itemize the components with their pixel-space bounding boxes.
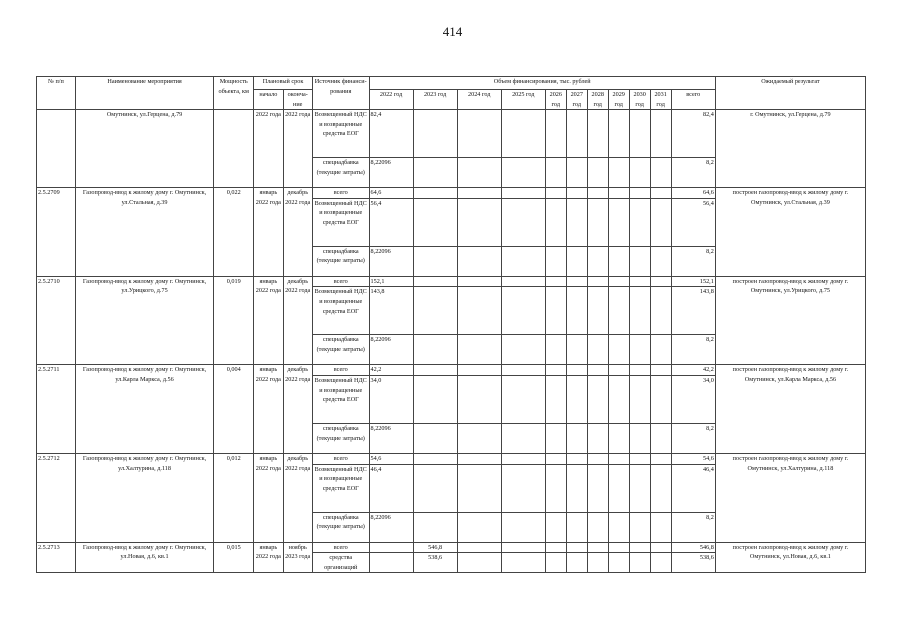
cell-year-value: [566, 110, 587, 158]
cell-year-value: [545, 246, 566, 276]
header-year: всего: [671, 90, 715, 110]
cell-year-value: [545, 158, 566, 188]
cell-year-value: [650, 512, 671, 542]
cell-year-value: [566, 276, 587, 287]
cell-total: 143,8: [671, 287, 715, 335]
cell-year-value: [545, 110, 566, 158]
cell-year-value: [650, 158, 671, 188]
cell-total: 8,2: [671, 423, 715, 453]
cell-year-value: [501, 553, 545, 573]
cell-year-value: 56,4: [369, 198, 413, 246]
cell-name: Омутнинск, ул.Герцена, д.79: [75, 110, 213, 188]
cell-year-value: 34,0: [369, 375, 413, 423]
cell-year-value: [501, 188, 545, 199]
cell-year-value: [457, 553, 501, 573]
cell-result: построен газопровод-ввод к жилому дому г. Омутнинск, ул.Халтурина, д.118: [715, 453, 865, 542]
cell-year-value: [587, 246, 608, 276]
page-number: 414: [442, 24, 463, 39]
cell-total: 152,1: [671, 276, 715, 287]
cell-year-value: [587, 335, 608, 365]
cell-year-value: [545, 553, 566, 573]
cell-name: Газопровод-ввод к жилому дому г. Омутнинск, ул.Новая, д.6, кв.1: [75, 542, 213, 573]
cell-year-value: [457, 453, 501, 464]
cell-year-value: [587, 542, 608, 553]
cell-total: 8,2: [671, 335, 715, 365]
cell-year-value: [608, 464, 629, 512]
cell-year-value: [566, 158, 587, 188]
cell-year-value: [629, 423, 650, 453]
cell-year-value: [457, 464, 501, 512]
cell-year-value: [629, 198, 650, 246]
cell-result: построен газопровод-ввод к жилому дому г. Омутнинск, ул.Карла Маркса, д.56: [715, 365, 865, 454]
header-period: Плановый срок: [254, 77, 313, 90]
cell-year-value: [457, 276, 501, 287]
cell-end: декабрь 2022 года: [283, 453, 312, 542]
cell-capacity: 0,012: [214, 453, 254, 542]
header-year: 2026 год: [545, 90, 566, 110]
cell-year-value: [650, 188, 671, 199]
cell-year-value: [629, 158, 650, 188]
cell-year-value: [501, 287, 545, 335]
cell-year-value: [650, 375, 671, 423]
cell-end: декабрь 2022 года: [283, 365, 312, 454]
cell-year-value: 82,4: [369, 110, 413, 158]
cell-year-value: [501, 246, 545, 276]
cell-start: январь 2022 года: [254, 453, 283, 542]
cell-start: январь 2022 года: [254, 542, 283, 573]
cell-total: 8,2: [671, 246, 715, 276]
cell-result: построен газопровод-ввод к жилому дому г. Омутнинск, ул.Новая, д.6, кв.1: [715, 542, 865, 573]
header-capacity: Мощность объекта, км: [214, 77, 254, 110]
cell-year-value: [608, 158, 629, 188]
cell-year-value: [608, 335, 629, 365]
header-funding: Объем финансирования, тыс. рублей: [369, 77, 715, 90]
cell-year-value: [608, 188, 629, 199]
cell-year-value: [608, 110, 629, 158]
cell-result: построен газопровод-ввод к жилому дому г. Омутнинск, ул.Стальная, д.39: [715, 188, 865, 277]
cell-source: всего: [312, 365, 369, 376]
cell-year-value: [545, 453, 566, 464]
header-year: 2024 год: [457, 90, 501, 110]
cell-year-value: [457, 246, 501, 276]
cell-year-value: [650, 365, 671, 376]
cell-year-value: [608, 365, 629, 376]
funding-table: [36, 76, 866, 573]
cell-year-value: [545, 198, 566, 246]
table-row: [37, 188, 866, 199]
cell-year-value: [413, 246, 457, 276]
cell-year-value: [457, 512, 501, 542]
cell-year-value: [413, 512, 457, 542]
cell-source: всего: [312, 542, 369, 553]
cell-year-value: 42,2: [369, 365, 413, 376]
cell-year-value: [650, 276, 671, 287]
cell-source: Возмещенный НДС и возвращенные средства ЕОГ: [312, 287, 369, 335]
cell-year-value: [566, 375, 587, 423]
cell-year-value: [566, 246, 587, 276]
cell-year-value: [608, 553, 629, 573]
table-row: [37, 276, 866, 287]
cell-year-value: [566, 553, 587, 573]
cell-total: 538,6: [671, 553, 715, 573]
cell-name: Газопровод-ввод к жилому дому г. Омутнинск, ул.Карла Маркса, д.56: [75, 365, 213, 454]
cell-year-value: [587, 553, 608, 573]
header-name: Наименование мероприятия: [75, 77, 213, 110]
header-year: 2025 год: [501, 90, 545, 110]
cell-year-value: [501, 464, 545, 512]
cell-total: 82,4: [671, 110, 715, 158]
cell-year-value: [608, 375, 629, 423]
cell-capacity: [214, 110, 254, 188]
cell-year-value: 8,22096: [369, 423, 413, 453]
cell-year-value: 46,4: [369, 464, 413, 512]
cell-total: 8,2: [671, 512, 715, 542]
cell-year-value: [501, 198, 545, 246]
cell-year-value: [608, 453, 629, 464]
cell-year-value: [587, 110, 608, 158]
cell-year-value: [587, 512, 608, 542]
cell-year-value: [650, 198, 671, 246]
cell-start: январь 2022 года: [254, 276, 283, 365]
cell-name: Газопровод-ввод к жилому дому г. Омутнинск, ул.Урицкого, д.75: [75, 276, 213, 365]
cell-year-value: [501, 335, 545, 365]
cell-year-value: [650, 453, 671, 464]
cell-year-value: [545, 512, 566, 542]
cell-year-value: [566, 423, 587, 453]
cell-year-value: [587, 276, 608, 287]
cell-year-value: [650, 335, 671, 365]
table-row: [37, 542, 866, 553]
cell-year-value: [608, 287, 629, 335]
header-year: 2023 год: [413, 90, 457, 110]
cell-num: 2.5.2709: [37, 188, 76, 277]
cell-num: 2.5.2713: [37, 542, 76, 573]
header-source: Источник финанси-рования: [312, 77, 369, 110]
cell-year-value: 54,6: [369, 453, 413, 464]
cell-year-value: [413, 158, 457, 188]
cell-year-value: [629, 188, 650, 199]
cell-year-value: [545, 464, 566, 512]
cell-source: всего: [312, 188, 369, 199]
table-row: [37, 365, 866, 376]
cell-end: ноябрь 2023 года: [283, 542, 312, 573]
cell-source: спецнадбавка (текущие затраты): [312, 335, 369, 365]
cell-year-value: [501, 542, 545, 553]
cell-year-value: [587, 158, 608, 188]
cell-total: 46,4: [671, 464, 715, 512]
cell-year-value: [413, 198, 457, 246]
cell-year-value: [545, 287, 566, 335]
cell-year-value: [413, 335, 457, 365]
cell-year-value: [501, 158, 545, 188]
cell-year-value: [545, 365, 566, 376]
cell-year-value: [457, 335, 501, 365]
cell-year-value: [501, 375, 545, 423]
cell-year-value: 8,22096: [369, 158, 413, 188]
header-end: оконча-ние: [283, 90, 312, 110]
cell-end: декабрь 2022 года: [283, 188, 312, 277]
cell-year-value: [457, 365, 501, 376]
cell-year-value: [413, 453, 457, 464]
cell-year-value: [608, 423, 629, 453]
cell-year-value: [545, 423, 566, 453]
cell-total: 56,4: [671, 198, 715, 246]
header-year: 2022 год: [369, 90, 413, 110]
cell-year-value: [413, 464, 457, 512]
cell-year-value: [608, 276, 629, 287]
cell-total: 34,0: [671, 375, 715, 423]
cell-num: 2.5.2711: [37, 365, 76, 454]
cell-year-value: [413, 287, 457, 335]
cell-capacity: 0,015: [214, 542, 254, 573]
cell-year-value: [501, 512, 545, 542]
cell-year-value: [501, 110, 545, 158]
cell-year-value: [587, 464, 608, 512]
cell-year-value: [457, 375, 501, 423]
cell-year-value: [629, 453, 650, 464]
cell-year-value: [587, 365, 608, 376]
cell-year-value: [566, 512, 587, 542]
cell-total: 546,8: [671, 542, 715, 553]
header-start: начало: [254, 90, 283, 110]
cell-num: 2.5.2712: [37, 453, 76, 542]
cell-year-value: [545, 375, 566, 423]
cell-year-value: [566, 453, 587, 464]
table-body: [37, 110, 866, 573]
cell-year-value: [369, 542, 413, 553]
cell-year-value: [629, 375, 650, 423]
cell-start: январь 2022 года: [254, 188, 283, 277]
cell-year-value: [457, 198, 501, 246]
cell-source: всего: [312, 276, 369, 287]
cell-year-value: [545, 542, 566, 553]
cell-source: спецнадбавка (текущие затраты): [312, 246, 369, 276]
cell-year-value: [608, 542, 629, 553]
header-year: 2029 год: [608, 90, 629, 110]
cell-end: декабрь 2022 года: [283, 276, 312, 365]
cell-year-value: [650, 542, 671, 553]
cell-year-value: [629, 512, 650, 542]
cell-result: построен газопровод-ввод к жилому дому г. Омутнинск, ул.Урицкого, д.75: [715, 276, 865, 365]
cell-year-value: [587, 375, 608, 423]
cell-total: 8,2: [671, 158, 715, 188]
cell-year-value: [545, 188, 566, 199]
cell-year-value: [629, 246, 650, 276]
cell-year-value: 8,22096: [369, 246, 413, 276]
table-row: [37, 110, 866, 158]
cell-year-value: [587, 287, 608, 335]
cell-year-value: [608, 198, 629, 246]
cell-result: г. Омутнинск, ул.Герцена, д.79: [715, 110, 865, 188]
cell-year-value: 152,1: [369, 276, 413, 287]
cell-year-value: [457, 188, 501, 199]
cell-source: спецнадбавка (текущие затраты): [312, 512, 369, 542]
cell-source: Возмещенный НДС и возвращенные средства ЕОГ: [312, 110, 369, 158]
cell-capacity: 0,022: [214, 188, 254, 277]
cell-year-value: [629, 542, 650, 553]
cell-total: 42,2: [671, 365, 715, 376]
cell-name: Газопровод-ввод к жилому дому г. Омутнинск, ул.Стальная, д.39: [75, 188, 213, 277]
cell-year-value: [501, 423, 545, 453]
cell-year-value: [566, 287, 587, 335]
cell-year-value: [545, 335, 566, 365]
cell-year-value: 64,6: [369, 188, 413, 199]
cell-source: Возмещенный НДС и возвращенные средства ЕОГ: [312, 464, 369, 512]
cell-end: 2022 года: [283, 110, 312, 188]
cell-start: 2022 года: [254, 110, 283, 188]
cell-capacity: 0,004: [214, 365, 254, 454]
cell-year-value: 546,8: [413, 542, 457, 553]
cell-year-value: [457, 110, 501, 158]
cell-year-value: [413, 276, 457, 287]
cell-name: Газопровод-ввод к жилому дому г. Омутнинск, ул.Халтурина, д.118: [75, 453, 213, 542]
cell-capacity: 0,019: [214, 276, 254, 365]
cell-year-value: [650, 553, 671, 573]
cell-year-value: [369, 553, 413, 573]
cell-year-value: [413, 375, 457, 423]
cell-year-value: [501, 365, 545, 376]
cell-year-value: [566, 188, 587, 199]
cell-source: Возмещенный НДС и возвращенные средства ЕОГ: [312, 198, 369, 246]
cell-year-value: [413, 188, 457, 199]
cell-num: 2.5.2710: [37, 276, 76, 365]
cell-start: январь 2022 года: [254, 365, 283, 454]
cell-year-value: [566, 335, 587, 365]
cell-year-value: [650, 110, 671, 158]
cell-year-value: [545, 276, 566, 287]
cell-year-value: [501, 276, 545, 287]
cell-year-value: [587, 198, 608, 246]
cell-source: спецнадбавка (текущие затраты): [312, 423, 369, 453]
cell-year-value: 8,22096: [369, 512, 413, 542]
cell-year-value: [650, 423, 671, 453]
header-num: № п/п: [37, 77, 76, 110]
cell-source: спецнадбавка (текущие затраты): [312, 158, 369, 188]
header-year: 2027 год: [566, 90, 587, 110]
cell-year-value: [566, 464, 587, 512]
cell-year-value: [457, 542, 501, 553]
cell-year-value: [413, 110, 457, 158]
cell-source: Возмещенный НДС и возвращенные средства ЕОГ: [312, 375, 369, 423]
cell-source: всего: [312, 453, 369, 464]
cell-year-value: [629, 335, 650, 365]
cell-year-value: [566, 198, 587, 246]
cell-year-value: 8,22096: [369, 335, 413, 365]
cell-year-value: [629, 110, 650, 158]
cell-year-value: [587, 453, 608, 464]
cell-year-value: [587, 423, 608, 453]
cell-year-value: [457, 423, 501, 453]
cell-year-value: [413, 365, 457, 376]
cell-year-value: [650, 246, 671, 276]
cell-year-value: 538,6: [413, 553, 457, 573]
table-row: [37, 453, 866, 464]
cell-year-value: [629, 276, 650, 287]
cell-year-value: [457, 158, 501, 188]
cell-total: 54,6: [671, 453, 715, 464]
cell-year-value: [650, 287, 671, 335]
cell-year-value: [608, 246, 629, 276]
cell-year-value: [457, 287, 501, 335]
cell-year-value: [629, 464, 650, 512]
cell-year-value: [501, 453, 545, 464]
cell-year-value: [629, 553, 650, 573]
cell-year-value: [587, 188, 608, 199]
cell-year-value: 143,8: [369, 287, 413, 335]
cell-num: [37, 110, 76, 188]
header-year: 2028 год: [587, 90, 608, 110]
cell-year-value: [650, 464, 671, 512]
cell-year-value: [608, 512, 629, 542]
header-result: Ожидаемый результат: [715, 77, 865, 110]
cell-year-value: [566, 542, 587, 553]
cell-source: средства организаций: [312, 553, 369, 573]
header-year: 2031 год: [650, 90, 671, 110]
cell-year-value: [413, 423, 457, 453]
header-year: 2030 год: [629, 90, 650, 110]
cell-total: 64,6: [671, 188, 715, 199]
cell-year-value: [629, 365, 650, 376]
cell-year-value: [629, 287, 650, 335]
cell-year-value: [566, 365, 587, 376]
